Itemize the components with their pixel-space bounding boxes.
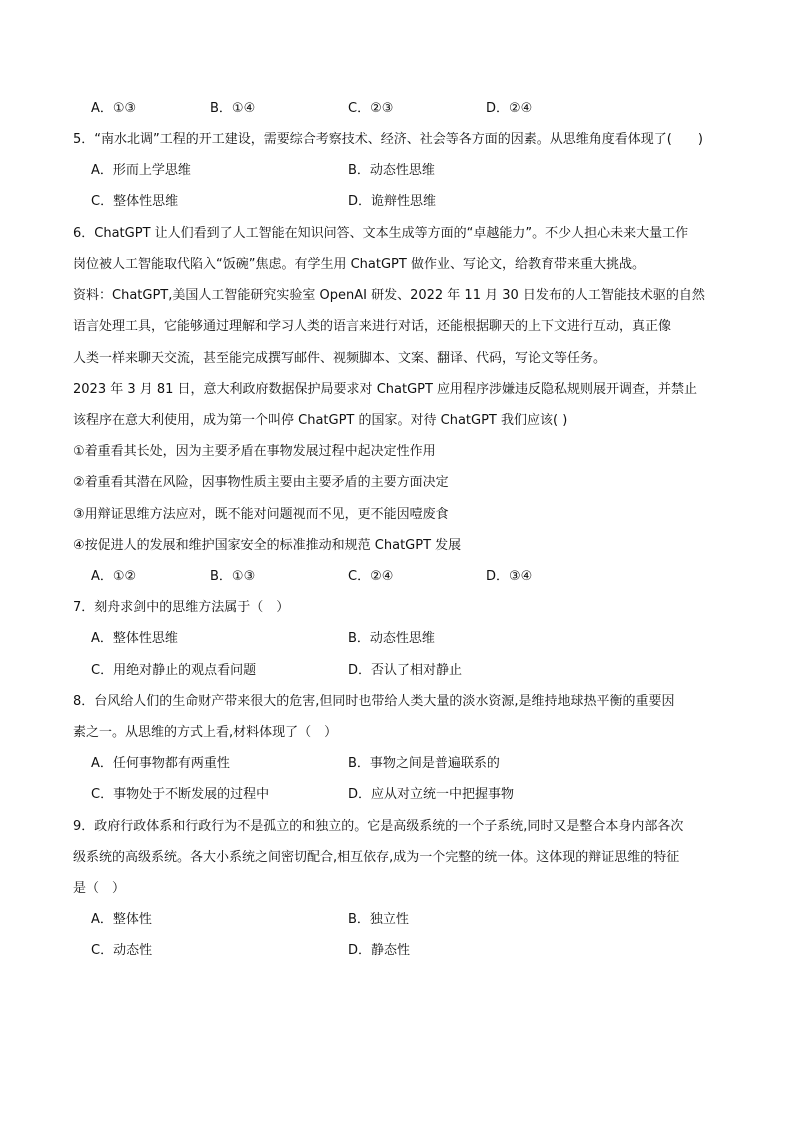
q7-option-a[interactable]: A．整体性思维 [91, 631, 178, 646]
options-row-top [0, 97, 794, 121]
question-6-options-row [0, 565, 794, 589]
q5-option-d[interactable]: D．诡辩性思维 [348, 194, 437, 209]
question-8-line-1: 8．台风给人们的生命财产带来很大的危害,但同时也带给人类大量的淡水资源,是维持地球热平衡的重要因 [73, 694, 675, 709]
question-8-line-2: 素之一。从思维的方式上看,材料体现了（ ） [73, 725, 338, 740]
q9-option-a[interactable]: A．整体性 [91, 912, 152, 927]
q5-option-b[interactable]: B．动态性思维 [348, 163, 435, 178]
q8-option-b[interactable]: B．事物之间是普遍联系的 [348, 756, 500, 771]
question-5-options-row-1 [0, 159, 794, 183]
question-9-line-1: 9．政府行政体系和行政行为不是孤立的和独立的。它是高级系统的一个子系统,同时又是整合本身内部各次 [73, 819, 684, 834]
question-7-stem: 7．刻舟求剑中的思维方法属于（ ） [73, 600, 290, 615]
q7-option-c[interactable]: C．用绝对静止的观点看问题 [91, 663, 257, 678]
q8-option-c[interactable]: C．事物处于不断发展的过程中 [91, 787, 270, 802]
question-7-options-row-2 [0, 659, 794, 683]
question-9-options-row-1 [0, 908, 794, 932]
option-b[interactable]: B．①④ [210, 101, 256, 116]
question-9-options-row-2 [0, 939, 794, 963]
q5-option-c[interactable]: C．整体性思维 [91, 194, 179, 209]
question-5-options-row-2 [0, 190, 794, 214]
option-a[interactable]: A．①③ [91, 101, 137, 116]
q6-option-b[interactable]: B．①③ [210, 569, 256, 584]
q9-option-b[interactable]: B．独立性 [348, 912, 409, 927]
q6-option-a[interactable]: A．①② [91, 569, 137, 584]
question-9-line-3: 是（ ） [73, 881, 126, 896]
question-6-line-1: 6．ChatGPT 让人们看到了人工智能在知识问答、文本生成等方面的“卓越能力”。不少人担心未来大量工作 [73, 226, 689, 241]
question-6-line-5: 人类一样来聊天交流，甚至能完成撰写邮件、视频脚本、文案、翻译、代码，写论文等任务。 [73, 351, 607, 366]
question-8-options-row-1 [0, 752, 794, 776]
question-6-statement-4: ④按促进人的发展和维护国家安全的标准推动和规范 ChatGPT 发展 [73, 538, 462, 553]
q6-option-d[interactable]: D．③④ [486, 569, 533, 584]
q9-option-d[interactable]: D．静态性 [348, 943, 411, 958]
q5-option-a[interactable]: A．形而上学思维 [91, 163, 191, 178]
question-6-line-6: 2023 年 3 月 81 日，意大利政府数据保护局要求对 ChatGPT 应用程序涉嫌违反隐私规则展开调查，并禁止 [73, 382, 698, 397]
question-5-stem: 5．“南水北调”工程的开工建设，需要综合考察技术、经济、社会等各方面的因素。从思维角度看体现了( ) [73, 132, 703, 147]
option-c[interactable]: C．②③ [348, 101, 394, 116]
q7-option-b[interactable]: B．动态性思维 [348, 631, 435, 646]
question-6-line-2: 岗位被人工智能取代陷入“饭碗”焦虑。有学生用 ChatGPT 做作业、写论文，给教育带来重大挑战。 [73, 257, 645, 272]
q8-option-d[interactable]: D．应从对立统一中把握事物 [348, 787, 515, 802]
question-7-options-row-1 [0, 627, 794, 651]
question-9-line-2: 级系统的高级系统。各大小系统之间密切配合,相互依存,成为一个完整的统一体。这体现的辩证思维的特征 [73, 850, 680, 865]
question-6-line-7: 该程序在意大利使用，成为第一个叫停 ChatGPT 的国家。对待 ChatGPT 我们应该( ) [73, 413, 568, 428]
question-6-line-3: 资料：ChatGPT,美国人工智能研究实验室 OpenAI 研发、2022 年 11 月 30 日发布的人工智能技术驱的自然 [73, 288, 705, 303]
q9-option-c[interactable]: C．动态性 [91, 943, 153, 958]
q6-option-c[interactable]: C．②④ [348, 569, 394, 584]
question-8-options-row-2 [0, 783, 794, 807]
q7-option-d[interactable]: D．否认了相对静止 [348, 663, 463, 678]
question-6-statement-3: ③用辩证思维方法应对，既不能对问题视而不见，更不能因噎废食 [73, 507, 449, 522]
option-d[interactable]: D．②④ [486, 101, 533, 116]
question-6-statement-1: ①着重看其长处，因为主要矛盾在事物发展过程中起决定性作用 [73, 444, 436, 459]
q8-option-a[interactable]: A．任何事物都有两重性 [91, 756, 230, 771]
question-6-line-4: 语言处理工具，它能够通过理解和学习人类的语言来进行对话，还能根据聊天的上下文进行互动，真正像 [73, 319, 672, 334]
question-6-statement-2: ②着重看其潜在风险，因事物性质主要由主要矛盾的主要方面决定 [73, 475, 449, 490]
